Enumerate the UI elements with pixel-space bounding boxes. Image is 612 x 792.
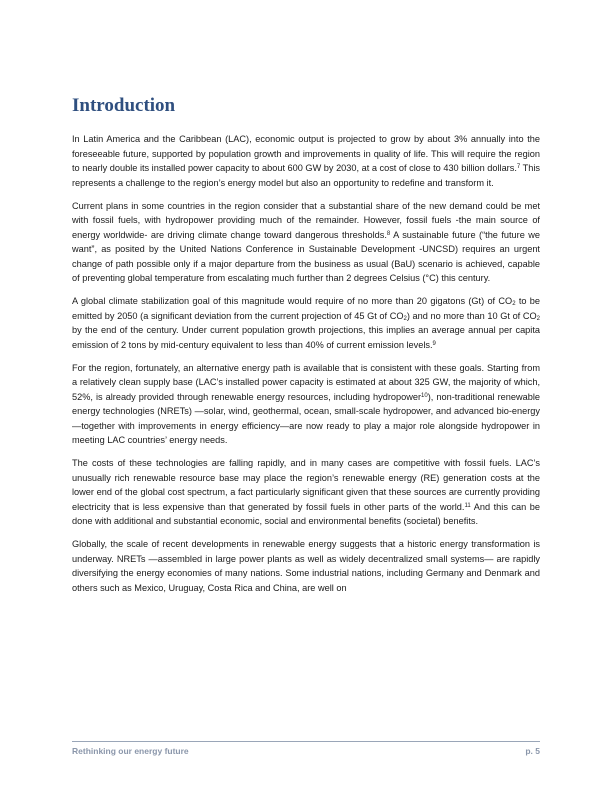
footer-title: Rethinking our energy future <box>72 746 189 756</box>
page-number: p. 5 <box>525 746 540 756</box>
paragraph-5-tail: And this can be done with additional and substantial economic, social and environmental benefits (societal) benefits. <box>72 501 540 527</box>
paragraph-5-text: The costs of these technologies are falling rapidly, and in many cases are competitive with fossil fuels. LAC’s unusually rich renewable resource base may place the region’s renewable energy (RE) generation costs at the lower end of the global cost spectrum, a fact particularly significant given that these sources are currently providing electricity that is less expensive than that generated by fossil fuels in other parts of the world. <box>72 458 540 512</box>
paragraph-1 <box>72 132 540 190</box>
paragraph-1-tail: This represents a challenge to the region’s energy model but also an opportunity to redefine and transform it. <box>72 163 540 188</box>
footnote-ref-11[interactable]: 11 <box>464 502 471 509</box>
paragraph-3-part-a: A global climate stabilization goal of this magnitude would require of no more than 20 gigatons (Gt) of CO <box>72 296 513 307</box>
paragraph-3 <box>72 294 540 352</box>
paragraph-3-part-d: by the end of the century. Under current population growth projections, this implies an average annual per capita emission of 2 tons by mid-century equivalent to less than 40% of current emission levels. <box>72 325 540 350</box>
paragraph-1-text: In Latin America and the Caribbean (LAC), economic output is projected to grow by about 3% annually into the foreseeable future, supported by population growth and improvements in quality of life. This will require the region to nearly double its installed power capacity to about 600 GW by 2030, at a cost of close to 430 billion dollars. <box>72 134 540 173</box>
paragraph-2-text: Current plans in some countries in the region consider that a substantial share of the new demand could be met with fossil fuels, with hydropower providing much of the remainder. However, fossil fuels -the main source of energy worldwide- are driving climate change toward dangerous thresholds. <box>72 200 540 240</box>
paragraph-3-part-c: ) and no more than 10 Gt of CO <box>406 310 537 321</box>
footnote-ref-7[interactable]: 7 <box>516 164 521 170</box>
paragraph-2 <box>72 199 540 286</box>
section-heading: Introduction <box>72 95 176 116</box>
paragraph-6-text: Globally, the scale of recent developments in renewable energy suggests that a historic energy transformation is underway. NRETs —assembled in large power plants as well as widely decentralized small systems— are rapidly diversifying the energy economies of many nations. Some industrial nations, including Germany and Denmark and others such as Mexico, Uruguay, Costa Rica and China, are well on <box>72 539 540 593</box>
paragraph-4 <box>72 361 540 448</box>
paragraph-4-part-b: ), non-traditional renewable energy technologies (NRETs) —solar, wind, geothermal, ocean, small-scale hydropower, and advanced bio-energy—together with improvements in energy efficiency—are now ready to play a major role alongside hydropower in meeting LAC countries’ energy needs. <box>72 391 541 446</box>
footnote-ref-8[interactable]: 8 <box>386 230 391 237</box>
paragraph-5 <box>72 456 540 529</box>
paragraph-2-tail: A sustainable future (“the future we want”, as posited by the United Nations Conference in Sustainable Development -UNCSD) requires an urgent change of path possible only if a major departure from the business as usual (BaU) scenario is achieved, capable of preventing global temperature from escalating much further than 2 degrees Celsius (°C) this century. <box>72 229 540 284</box>
co2-subscript: 2 <box>403 315 407 322</box>
co2-subscript: 2 <box>512 301 516 308</box>
body-text <box>72 132 540 604</box>
paragraph-6 <box>72 537 540 595</box>
paragraph-4-part-a: For the region, fortunately, an alternative energy path is available that is consistent with these goals. Starting from a relatively clean supply base (LAC’s installed power capacity is estimated at about 325 GW, the majority of which, 52%, is already provided through renewable energy resources, including hydropower <box>72 362 540 402</box>
footnote-ref-10[interactable]: 10 <box>421 392 428 399</box>
co2-subscript: 2 <box>536 315 540 322</box>
paragraph-3-part-b: to be emitted by 2050 (a significant deviation from the current projection of 45 Gt of CO <box>72 296 540 321</box>
footnote-ref-9[interactable]: 9 <box>432 340 436 347</box>
footer-divider <box>72 741 540 742</box>
